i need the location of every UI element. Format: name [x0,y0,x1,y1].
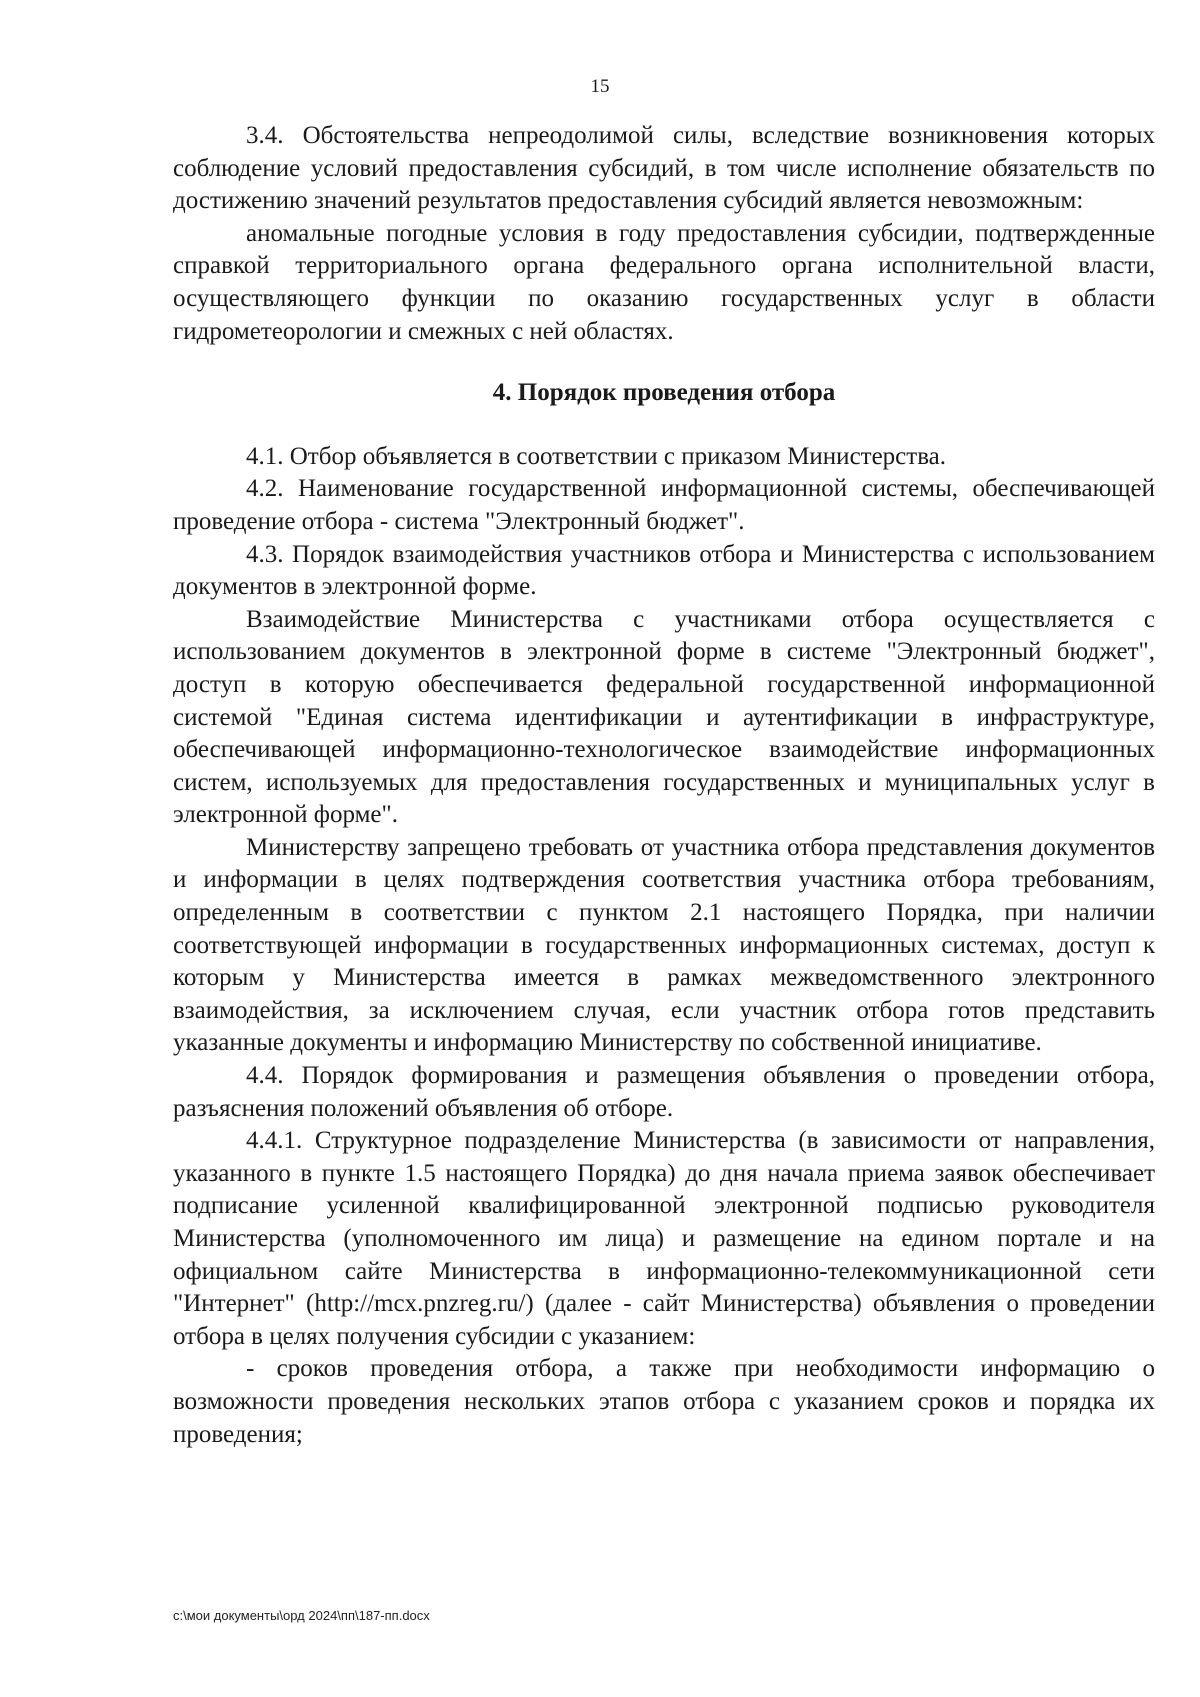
paragraph-4-4-1: 4.4.1. Структурное подразделение Министерства (в зависимости от направления, указанного в пункте 1.5 настоящего Порядка) до дня начала приема заявок обеспечивает подписание усиленной квалифицированной электронной подписью руководителя Министерства (уполномоченного им лица) и размещение на едином портале и на официальном сайте Министерства в информационно-телекоммуникационной сети "Интернет" (http://mcx.pnzreg.ru/) (далее - сайт Министерства) объявления о проведении отбора в целях получения субсидии с указанием: [173,1127,1155,1350]
paragraph-anomalous-weather: аномальные погодные условия в году предоставления субсидии, подтвержденные справкой территориального органа федерального органа исполнительной власти, осуществляющего функции по оказанию государственных услуг в области гидрометеорологии и смежных с ней областях. [173,219,1155,345]
paragraph-list-item-terms: - сроков проведения отбора, а также при необходимости информацию о возможности проведения нескольких этапов отбора с указанием сроков и порядка их проведения; [173,1355,1155,1448]
paragraph-3-4: 3.4. Обстоятельства непреодолимой силы, вследствие возникновения которых соблюдение условий предоставления субсидий, в том числе исполнение обязательств по достижению значений результатов предоставления субсидий является невозможным: [173,122,1155,215]
document-body [173,120,1155,1451]
page-number: 15 [590,76,610,97]
paragraph-prohibition: Министерству запрещено требовать от участника отбора представления документов и информации в целях подтверждения соответствия участника отбора требованиям, определенным в соответствии с пунктом 2.1 настоящего Порядка, при наличии соответствующей информации в государственных информационных системах, доступ к которым у Министерства имеется в рамках межведомственного электронного взаимодействия, за исключением случая, если участник отбора готов представить указанные документы и информацию Министерству по собственной инициативе. [173,833,1155,1057]
paragraph-4-4: 4.4. Порядок формирования и размещения объявления о проведении отбора, разъяснения положений объявления об отборе. [173,1062,1155,1122]
paragraph-4-3: 4.3. Порядок взаимодействия участников отбора и Министерства с использованием документов в электронной форме. [173,540,1155,601]
footer-file-path: c:\мои документы\орд 2024\пп\187-пп.docx [173,1608,430,1623]
paragraph-4-1: 4.1. Отбор объявляется в соответствии с приказом Министерства. [246,442,947,470]
paragraph-interaction: Взаимодействие Министерства с участниками отбора осуществляется с использованием документов в электронной форме в системе "Электронный бюджет", доступ в которую обеспечивается федеральной государственной информационной системой "Единая система идентификации и аутентификации в инфраструктуре, обеспечивающей информационно-технологическое взаимодействие информационных систем, используемых для предоставления государственных и муниципальных услуг в электронной форме". [173,605,1155,829]
section-heading: 4. Порядок проведения отбора [492,379,836,407]
paragraph-4-2: 4.2. Наименование государственной информационной системы, обеспечивающей проведение отбора - система "Электронный бюджет". [173,475,1155,535]
